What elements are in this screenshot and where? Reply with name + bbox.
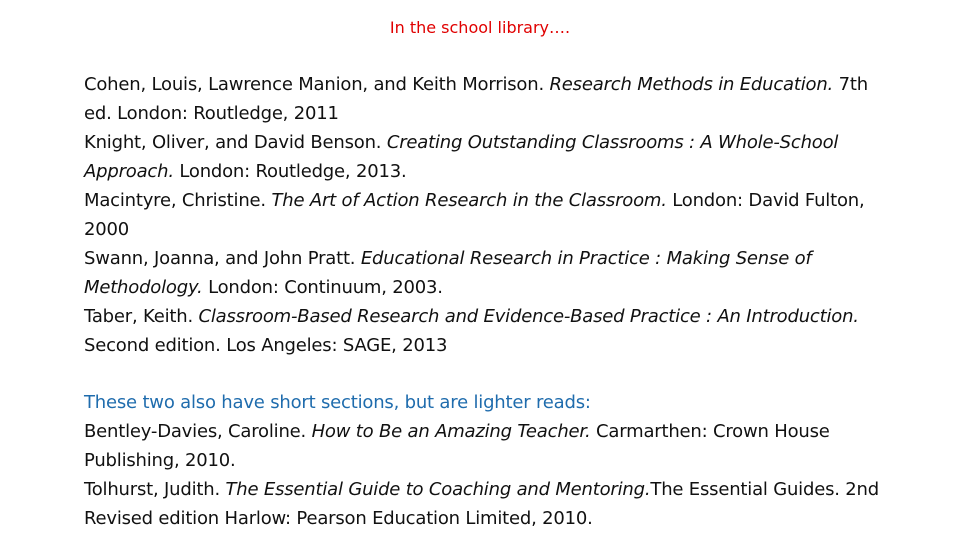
section-spacer <box>84 360 884 388</box>
reference-title: The Essential Guide to Coaching and Mentoring. <box>225 479 651 500</box>
reference-list <box>84 70 884 533</box>
reference-title: The Art of Action Research in the Classroom. <box>271 190 667 211</box>
reference-publication: London: Routledge, 2013. <box>173 161 407 182</box>
reference-authors: Swann, Joanna, and John Pratt. <box>84 248 361 269</box>
reference-publication: 7th ed. London: Routledge, 2011 <box>84 74 868 124</box>
reference-item-tolhurst <box>84 475 884 533</box>
reference-authors: Cohen, Louis, Lawrence Manion, and Keith Morrison. <box>84 74 550 95</box>
reference-title: Classroom-Based Research and Evidence-Based Practice : An Introduction. <box>198 306 859 327</box>
reference-title: Educational Research in Practice : Making Sense of Methodology. <box>84 248 812 298</box>
reference-title: How to Be an Amazing Teacher. <box>311 421 591 442</box>
reference-publication: The Essential Guides. 2nd Revised edition Harlow: Pearson Education Limited, 2010. <box>84 479 879 529</box>
reference-publication: Carmarthen: Crown House Publishing, 2010. <box>84 421 830 471</box>
reference-authors: Tolhurst, Judith. <box>84 479 226 500</box>
reference-item-macintyre <box>84 186 884 244</box>
reference-authors: Macintyre, Christine. <box>84 190 272 211</box>
page-title: In the school library…. <box>389 18 571 37</box>
reference-item-swann <box>84 244 884 302</box>
reference-publication: Second edition. Los Angeles: SAGE, 2013 <box>84 335 448 356</box>
reference-title: Research Methods in Education. <box>549 74 834 95</box>
reference-authors: Knight, Oliver, and David Benson. <box>84 132 387 153</box>
reference-publication: London: Continuum, 2003. <box>202 277 443 298</box>
lighter-reads-heading: These two also have short sections, but are lighter reads: <box>84 392 591 413</box>
reference-authors: Bentley-Davies, Caroline. <box>84 421 312 442</box>
reference-item-taber <box>84 302 884 360</box>
reference-publication: London: David Fulton, 2000 <box>84 190 865 240</box>
reference-item-cohen <box>84 70 884 128</box>
reference-authors: Taber, Keith. <box>84 306 199 327</box>
reference-title: Creating Outstanding Classrooms : A Whole-School Approach. <box>84 132 839 182</box>
reference-item-knight <box>84 128 884 186</box>
reference-item-bentley-davies <box>84 417 884 475</box>
